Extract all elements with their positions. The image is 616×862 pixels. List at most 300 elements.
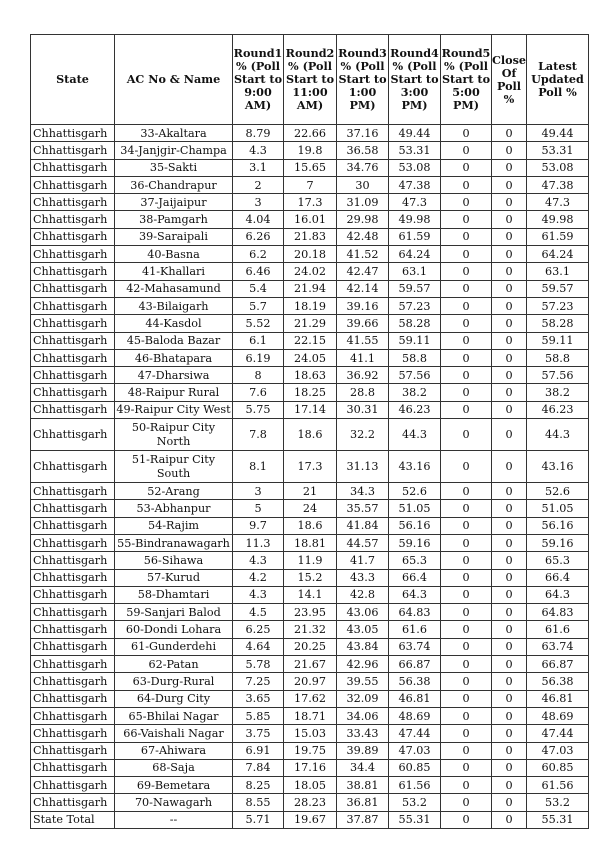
cell-round3: 34.76 (337, 159, 389, 176)
table-row (31, 401, 589, 418)
cell-close-of-poll: 0 (492, 552, 527, 569)
header-round3: Round3 % (Poll Start to 1:00 PM) (337, 35, 389, 125)
cell-close-of-poll: 0 (492, 384, 527, 401)
cell-close-of-poll: 0 (492, 176, 527, 193)
cell-round5: 0 (441, 621, 492, 638)
cell-round1: 7.25 (233, 673, 284, 690)
table-row (31, 176, 589, 193)
cell-round3: 43.84 (337, 638, 389, 655)
cell-close-of-poll: 0 (492, 159, 527, 176)
cell-round5: 0 (441, 384, 492, 401)
cell-round4: 58.8 (389, 349, 441, 366)
cell-round5: 0 (441, 586, 492, 603)
cell-round5: 0 (441, 707, 492, 724)
cell-round3: 33.43 (337, 725, 389, 742)
table-row (31, 725, 589, 742)
cell-ac-name: 35-Sakti (115, 159, 233, 176)
table-row (31, 297, 589, 314)
cell-round1: 2 (233, 176, 284, 193)
cell-round1: 5 (233, 500, 284, 517)
cell-round2: 21 (284, 483, 337, 500)
table-row (31, 280, 589, 297)
cell-latest-poll: 59.57 (527, 280, 589, 297)
state-total-row (31, 811, 589, 828)
table-row (31, 759, 589, 776)
cell-round3: 29.98 (337, 211, 389, 228)
cell-round1: 4.3 (233, 142, 284, 159)
cell-round3: 42.47 (337, 263, 389, 280)
table-row (31, 315, 589, 332)
cell-round4: 61.56 (389, 777, 441, 794)
cell-state: Chhattisgarh (31, 534, 115, 551)
cell-ac-name: 46-Bhatapara (115, 349, 233, 366)
cell-round2: 17.16 (284, 759, 337, 776)
cell-round4: 43.16 (389, 451, 441, 483)
cell-round5: 0 (441, 777, 492, 794)
cell-round4: 61.6 (389, 621, 441, 638)
cell-state: Chhattisgarh (31, 517, 115, 534)
cell-round2: 15.2 (284, 569, 337, 586)
cell-round3: 38.81 (337, 777, 389, 794)
header-round2: Round2 % (Poll Start to 11:00 AM) (284, 35, 337, 125)
table-row (31, 483, 589, 500)
cell-state: Chhattisgarh (31, 500, 115, 517)
cell-close-of-poll: 0 (492, 725, 527, 742)
cell-round1: 8.25 (233, 777, 284, 794)
cell-ac-name: 55-Bindranawagarh (115, 534, 233, 551)
cell-close-of-poll: 0 (492, 759, 527, 776)
cell-round1: 4.5 (233, 604, 284, 621)
cell-ac-name: 52-Arang (115, 483, 233, 500)
cell-round1: 3 (233, 194, 284, 211)
cell-round2: 20.18 (284, 246, 337, 263)
cell-round1: 8.55 (233, 794, 284, 811)
cell-close-of-poll: 0 (492, 280, 527, 297)
cell-round3: 36.81 (337, 794, 389, 811)
table-row (31, 451, 589, 483)
table-row (31, 194, 589, 211)
poll-table-container (30, 34, 588, 829)
cell-round4: 66.87 (389, 656, 441, 673)
cell-round5: 0 (441, 725, 492, 742)
cell-round3: 42.96 (337, 656, 389, 673)
cell-latest-poll: 47.3 (527, 194, 589, 211)
cell-round2: 7 (284, 176, 337, 193)
cell-round5: 0 (441, 194, 492, 211)
cell-latest-poll: 66.87 (527, 656, 589, 673)
table-row (31, 517, 589, 534)
cell-close-of-poll: 0 (492, 656, 527, 673)
cell-close-of-poll: 0 (492, 673, 527, 690)
cell-close-of-poll: 0 (492, 315, 527, 332)
cell-state: Chhattisgarh (31, 384, 115, 401)
cell-round4: 47.44 (389, 725, 441, 742)
cell-round2: 18.19 (284, 297, 337, 314)
cell-round1: 4.2 (233, 569, 284, 586)
cell-round2: 14.1 (284, 586, 337, 603)
cell-round4: 64.24 (389, 246, 441, 263)
cell-round2: 18.6 (284, 419, 337, 451)
cell-close-of-poll: 0 (492, 707, 527, 724)
total-round2: 19.67 (284, 811, 337, 828)
cell-state: Chhattisgarh (31, 552, 115, 569)
cell-round5: 0 (441, 297, 492, 314)
cell-round5: 0 (441, 794, 492, 811)
cell-round5: 0 (441, 228, 492, 245)
cell-latest-poll: 46.81 (527, 690, 589, 707)
cell-round5: 0 (441, 690, 492, 707)
cell-round2: 24 (284, 500, 337, 517)
cell-round4: 53.31 (389, 142, 441, 159)
cell-latest-poll: 66.4 (527, 569, 589, 586)
total-round3: 37.87 (337, 811, 389, 828)
cell-close-of-poll: 0 (492, 228, 527, 245)
cell-close-of-poll: 0 (492, 349, 527, 366)
cell-round1: 9.7 (233, 517, 284, 534)
cell-latest-poll: 57.23 (527, 297, 589, 314)
cell-state: Chhattisgarh (31, 142, 115, 159)
cell-state: Chhattisgarh (31, 211, 115, 228)
cell-ac-name: 48-Raipur Rural (115, 384, 233, 401)
cell-latest-poll: 61.6 (527, 621, 589, 638)
header-latest-poll: Latest Updated Poll % (527, 35, 589, 125)
cell-round4: 49.44 (389, 125, 441, 142)
table-row (31, 419, 589, 451)
cell-ac-name: 33-Akaltara (115, 125, 233, 142)
cell-round2: 20.97 (284, 673, 337, 690)
table-row (31, 742, 589, 759)
cell-round3: 39.16 (337, 297, 389, 314)
cell-close-of-poll: 0 (492, 569, 527, 586)
cell-round2: 21.83 (284, 228, 337, 245)
cell-ac-name: 40-Basna (115, 246, 233, 263)
cell-state: Chhattisgarh (31, 569, 115, 586)
cell-ac-name: 41-Khallari (115, 263, 233, 280)
cell-state: Chhattisgarh (31, 621, 115, 638)
cell-state: Chhattisgarh (31, 707, 115, 724)
cell-round5: 0 (441, 552, 492, 569)
cell-round2: 18.05 (284, 777, 337, 794)
cell-close-of-poll: 0 (492, 401, 527, 418)
cell-round1: 3 (233, 483, 284, 500)
cell-latest-poll: 61.56 (527, 777, 589, 794)
cell-round1: 6.19 (233, 349, 284, 366)
cell-round2: 21.29 (284, 315, 337, 332)
cell-round1: 6.25 (233, 621, 284, 638)
cell-round2: 28.23 (284, 794, 337, 811)
cell-round2: 22.66 (284, 125, 337, 142)
cell-close-of-poll: 0 (492, 742, 527, 759)
cell-round2: 18.25 (284, 384, 337, 401)
cell-latest-poll: 57.56 (527, 367, 589, 384)
cell-round4: 64.3 (389, 586, 441, 603)
cell-close-of-poll: 0 (492, 500, 527, 517)
cell-round5: 0 (441, 500, 492, 517)
cell-close-of-poll: 0 (492, 142, 527, 159)
cell-round5: 0 (441, 401, 492, 418)
cell-round1: 7.6 (233, 384, 284, 401)
poll-percentage-table (30, 34, 589, 829)
cell-round2: 15.03 (284, 725, 337, 742)
cell-round3: 32.09 (337, 690, 389, 707)
cell-round4: 59.57 (389, 280, 441, 297)
cell-state: Chhattisgarh (31, 690, 115, 707)
cell-round4: 57.56 (389, 367, 441, 384)
cell-round3: 43.3 (337, 569, 389, 586)
header-ac-name: AC No & Name (115, 35, 233, 125)
cell-round1: 4.3 (233, 586, 284, 603)
cell-round4: 56.38 (389, 673, 441, 690)
cell-round3: 34.06 (337, 707, 389, 724)
cell-round5: 0 (441, 656, 492, 673)
cell-latest-poll: 63.1 (527, 263, 589, 280)
cell-close-of-poll: 0 (492, 604, 527, 621)
cell-state: Chhattisgarh (31, 367, 115, 384)
cell-latest-poll: 47.44 (527, 725, 589, 742)
cell-round4: 63.1 (389, 263, 441, 280)
cell-round4: 53.2 (389, 794, 441, 811)
cell-state: Chhattisgarh (31, 777, 115, 794)
cell-round2: 17.3 (284, 194, 337, 211)
cell-round3: 41.55 (337, 332, 389, 349)
cell-round1: 5.85 (233, 707, 284, 724)
cell-round4: 52.6 (389, 483, 441, 500)
cell-ac-name: 38-Pamgarh (115, 211, 233, 228)
cell-round1: 4.64 (233, 638, 284, 655)
cell-round1: 6.91 (233, 742, 284, 759)
cell-round5: 0 (441, 125, 492, 142)
cell-round1: 6.46 (233, 263, 284, 280)
cell-round3: 36.58 (337, 142, 389, 159)
cell-round4: 46.81 (389, 690, 441, 707)
cell-round5: 0 (441, 176, 492, 193)
table-row (31, 569, 589, 586)
cell-round2: 21.32 (284, 621, 337, 638)
cell-round1: 3.65 (233, 690, 284, 707)
cell-close-of-poll: 0 (492, 194, 527, 211)
cell-ac-name: 53-Abhanpur (115, 500, 233, 517)
cell-round1: 4.04 (233, 211, 284, 228)
cell-round5: 0 (441, 367, 492, 384)
cell-ac-name: 70-Nawagarh (115, 794, 233, 811)
cell-latest-poll: 59.16 (527, 534, 589, 551)
cell-state: Chhattisgarh (31, 725, 115, 742)
cell-round5: 0 (441, 159, 492, 176)
table-row (31, 384, 589, 401)
cell-close-of-poll: 0 (492, 483, 527, 500)
cell-round4: 48.69 (389, 707, 441, 724)
cell-state: Chhattisgarh (31, 401, 115, 418)
cell-ac-name: 62-Patan (115, 656, 233, 673)
cell-round5: 0 (441, 211, 492, 228)
cell-round5: 0 (441, 332, 492, 349)
cell-state: Chhattisgarh (31, 332, 115, 349)
cell-round5: 0 (441, 280, 492, 297)
cell-state: Chhattisgarh (31, 656, 115, 673)
table-row (31, 159, 589, 176)
cell-close-of-poll: 0 (492, 777, 527, 794)
total-round5: 0 (441, 811, 492, 828)
table-row (31, 246, 589, 263)
header-round4: Round4 % (Poll Start to 3:00 PM) (389, 35, 441, 125)
cell-round3: 41.52 (337, 246, 389, 263)
cell-round4: 60.85 (389, 759, 441, 776)
cell-round4: 65.3 (389, 552, 441, 569)
cell-round2: 21.67 (284, 656, 337, 673)
cell-state: Chhattisgarh (31, 280, 115, 297)
cell-round4: 59.16 (389, 534, 441, 551)
cell-ac-name: 64-Durg City (115, 690, 233, 707)
cell-round3: 39.89 (337, 742, 389, 759)
table-row (31, 142, 589, 159)
cell-latest-poll: 58.28 (527, 315, 589, 332)
cell-latest-poll: 52.6 (527, 483, 589, 500)
cell-ac-name: 47-Dharsiwa (115, 367, 233, 384)
cell-state: Chhattisgarh (31, 586, 115, 603)
cell-latest-poll: 47.38 (527, 176, 589, 193)
cell-latest-poll: 61.59 (527, 228, 589, 245)
cell-ac-name: 37-Jaijaipur (115, 194, 233, 211)
cell-state: Chhattisgarh (31, 125, 115, 142)
cell-round2: 15.65 (284, 159, 337, 176)
cell-round3: 43.05 (337, 621, 389, 638)
cell-round5: 0 (441, 673, 492, 690)
cell-latest-poll: 58.8 (527, 349, 589, 366)
cell-round1: 3.1 (233, 159, 284, 176)
cell-ac-name: 61-Gunderdehi (115, 638, 233, 655)
cell-latest-poll: 64.83 (527, 604, 589, 621)
cell-ac-name: 67-Ahiwara (115, 742, 233, 759)
cell-round1: 6.1 (233, 332, 284, 349)
cell-round4: 38.2 (389, 384, 441, 401)
table-row (31, 707, 589, 724)
cell-close-of-poll: 0 (492, 419, 527, 451)
cell-round2: 24.05 (284, 349, 337, 366)
table-row (31, 604, 589, 621)
cell-round5: 0 (441, 534, 492, 551)
total-round4: 55.31 (389, 811, 441, 828)
cell-round2: 21.94 (284, 280, 337, 297)
cell-ac-name: 54-Rajim (115, 517, 233, 534)
table-row (31, 332, 589, 349)
header-round5: Round5 % (Poll Start to 5:00 PM) (441, 35, 492, 125)
cell-round3: 35.57 (337, 500, 389, 517)
cell-round1: 3.75 (233, 725, 284, 742)
cell-round3: 44.57 (337, 534, 389, 551)
cell-round2: 18.63 (284, 367, 337, 384)
cell-state: Chhattisgarh (31, 176, 115, 193)
cell-latest-poll: 64.24 (527, 246, 589, 263)
cell-ac-name: 63-Durg-Rural (115, 673, 233, 690)
cell-close-of-poll: 0 (492, 690, 527, 707)
cell-latest-poll: 65.3 (527, 552, 589, 569)
cell-round3: 41.7 (337, 552, 389, 569)
cell-round3: 42.48 (337, 228, 389, 245)
header-row (31, 35, 589, 125)
table-row (31, 690, 589, 707)
cell-round5: 0 (441, 517, 492, 534)
cell-state: Chhattisgarh (31, 604, 115, 621)
cell-round2: 24.02 (284, 263, 337, 280)
header-close-of-poll: Close Of Poll % (492, 35, 527, 125)
total-ac-name: -- (115, 811, 233, 828)
cell-close-of-poll: 0 (492, 517, 527, 534)
table-row (31, 211, 589, 228)
cell-round1: 5.4 (233, 280, 284, 297)
cell-state: Chhattisgarh (31, 638, 115, 655)
cell-round4: 61.59 (389, 228, 441, 245)
cell-round3: 39.66 (337, 315, 389, 332)
cell-ac-name: 45-Baloda Bazar (115, 332, 233, 349)
cell-round5: 0 (441, 569, 492, 586)
cell-round3: 34.3 (337, 483, 389, 500)
cell-close-of-poll: 0 (492, 638, 527, 655)
cell-round1: 7.84 (233, 759, 284, 776)
table-row (31, 534, 589, 551)
cell-round1: 7.8 (233, 419, 284, 451)
cell-round5: 0 (441, 142, 492, 159)
cell-ac-name: 49-Raipur City West (115, 401, 233, 418)
cell-state: Chhattisgarh (31, 451, 115, 483)
cell-latest-poll: 51.05 (527, 500, 589, 517)
total-round1: 5.71 (233, 811, 284, 828)
table-row (31, 367, 589, 384)
cell-state: Chhattisgarh (31, 759, 115, 776)
cell-ac-name: 56-Sihawa (115, 552, 233, 569)
cell-round4: 46.23 (389, 401, 441, 418)
cell-round3: 42.8 (337, 586, 389, 603)
cell-round5: 0 (441, 638, 492, 655)
cell-state: Chhattisgarh (31, 794, 115, 811)
cell-state: Chhattisgarh (31, 246, 115, 263)
cell-round4: 49.98 (389, 211, 441, 228)
table-row (31, 777, 589, 794)
cell-ac-name: 68-Saja (115, 759, 233, 776)
cell-close-of-poll: 0 (492, 263, 527, 280)
cell-round1: 4.3 (233, 552, 284, 569)
cell-ac-name: 51-Raipur City South (115, 451, 233, 483)
cell-round2: 18.71 (284, 707, 337, 724)
cell-round5: 0 (441, 246, 492, 263)
cell-round2: 18.81 (284, 534, 337, 551)
cell-latest-poll: 47.03 (527, 742, 589, 759)
cell-state: Chhattisgarh (31, 159, 115, 176)
cell-round2: 20.25 (284, 638, 337, 655)
cell-round5: 0 (441, 451, 492, 483)
cell-state: Chhattisgarh (31, 228, 115, 245)
cell-round2: 17.14 (284, 401, 337, 418)
cell-round5: 0 (441, 483, 492, 500)
cell-round3: 41.1 (337, 349, 389, 366)
cell-latest-poll: 53.08 (527, 159, 589, 176)
cell-close-of-poll: 0 (492, 534, 527, 551)
cell-state: Chhattisgarh (31, 263, 115, 280)
cell-round2: 16.01 (284, 211, 337, 228)
cell-latest-poll: 49.98 (527, 211, 589, 228)
cell-round3: 32.2 (337, 419, 389, 451)
cell-round3: 42.14 (337, 280, 389, 297)
cell-state: Chhattisgarh (31, 483, 115, 500)
cell-round3: 36.92 (337, 367, 389, 384)
cell-state: Chhattisgarh (31, 673, 115, 690)
cell-close-of-poll: 0 (492, 367, 527, 384)
cell-round5: 0 (441, 604, 492, 621)
cell-round1: 5.75 (233, 401, 284, 418)
cell-round1: 8 (233, 367, 284, 384)
cell-ac-name: 39-Saraipali (115, 228, 233, 245)
cell-round1: 8.79 (233, 125, 284, 142)
cell-latest-poll: 64.3 (527, 586, 589, 603)
